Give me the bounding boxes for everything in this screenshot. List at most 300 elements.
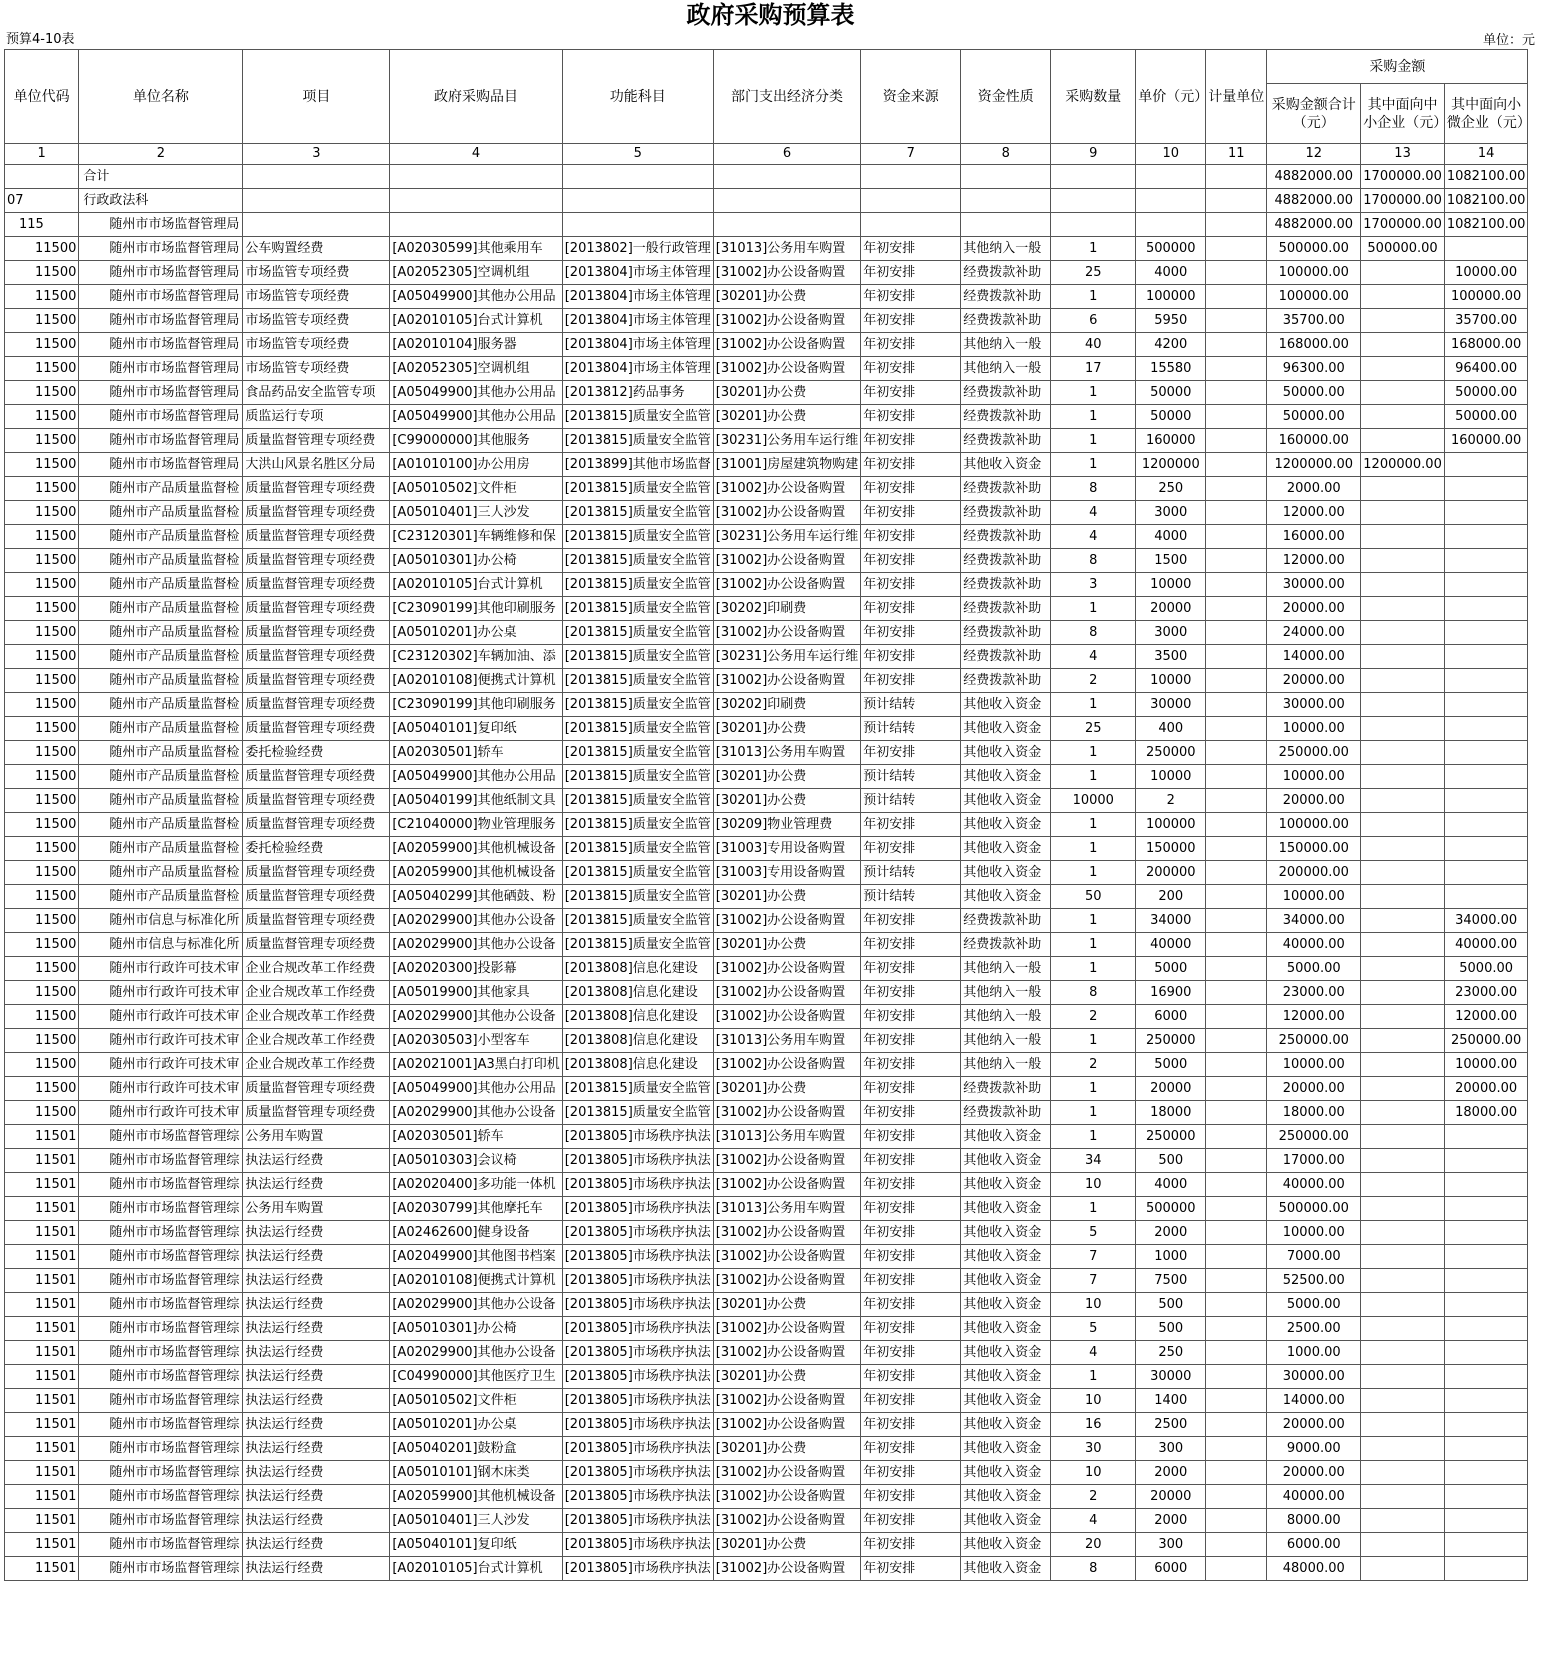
cell-amount-total: 250000.00 <box>1267 1029 1361 1053</box>
cell-unit-price: 500000 <box>1136 237 1206 261</box>
cell-fund-nature: 其他纳入一般 <box>961 1053 1051 1077</box>
cell-measure-unit <box>1206 933 1267 957</box>
summary-row-category <box>5 189 1528 213</box>
cell-economic-class: [31002]办公设备购置 <box>713 1269 861 1293</box>
cell-function-subject: [2013815]质量安全监管 <box>562 717 713 741</box>
cell-amount-sme <box>1361 1365 1445 1389</box>
cell-function-subject: [2013804]市场主体管理 <box>562 333 713 357</box>
col-header-amount-micro: 其中面向小微企业（元） <box>1444 84 1528 144</box>
cell-quantity: 8 <box>1051 549 1136 573</box>
cell-measure-unit <box>1206 1557 1267 1581</box>
cell-economic-class: [31002]办公设备购置 <box>713 1149 861 1173</box>
cell-fund-nature: 其他收入资金 <box>961 789 1051 813</box>
cell-amount-total: 9000.00 <box>1267 1437 1361 1461</box>
cell-amount-micro <box>1444 1197 1528 1221</box>
cell-project: 执法运行经费 <box>243 1389 390 1413</box>
cell-amount-micro <box>1444 525 1528 549</box>
cell-function-subject: [2013815]质量安全监管 <box>562 693 713 717</box>
cell-function-subject: [2013804]市场主体管理 <box>562 285 713 309</box>
cell-amount-total: 1000.00 <box>1267 1341 1361 1365</box>
cell-unit-code: 11501 <box>5 1413 79 1437</box>
cell-fund-nature: 其他收入资金 <box>961 765 1051 789</box>
table-row <box>5 1245 1528 1269</box>
cell-amount-sme <box>1361 1557 1445 1581</box>
cell-procurement-item: [A05010301]办公椅 <box>390 549 562 573</box>
cell-measure-unit <box>1206 333 1267 357</box>
cell-unit-price: 100000 <box>1136 813 1206 837</box>
col-index: 8 <box>961 144 1051 165</box>
cell-procurement-item: [A05010401]三人沙发 <box>390 1509 562 1533</box>
cell-economic-class: [31002]办公设备购置 <box>713 1101 861 1125</box>
cell-function-subject: [2013805]市场秩序执法 <box>562 1485 713 1509</box>
cell-economic-class: [31002]办公设备购置 <box>713 1245 861 1269</box>
cell-unit-price: 2000 <box>1136 1221 1206 1245</box>
cell-quantity: 10 <box>1051 1173 1136 1197</box>
cell-unit-price: 4000 <box>1136 1173 1206 1197</box>
table-row <box>5 741 1528 765</box>
cell-project: 食品药品安全监管专项 <box>243 381 390 405</box>
cell-unit-code: 11501 <box>5 1437 79 1461</box>
cell-project: 质量监督管理专项经费 <box>243 573 390 597</box>
cell-unit-code: 11500 <box>5 981 79 1005</box>
cell-unit-name: 随州市市场监督管理综 <box>79 1317 243 1341</box>
cell-unit-price: 250 <box>1136 1341 1206 1365</box>
cell-amount-micro <box>1444 717 1528 741</box>
cell-fund-source: 年初安排 <box>861 645 961 669</box>
cell-fund-nature: 经费拨款补助 <box>961 909 1051 933</box>
cell-amount-sme <box>1361 1461 1445 1485</box>
cell-economic-class: [31002]办公设备购置 <box>713 1509 861 1533</box>
cell-unit-name: 随州市行政许可技术审 <box>79 1005 243 1029</box>
cell-amount-total: 10000.00 <box>1267 717 1361 741</box>
cell-amount-total: 52500.00 <box>1267 1269 1361 1293</box>
table-row <box>5 477 1528 501</box>
cell-measure-unit <box>1206 837 1267 861</box>
cell-quantity: 25 <box>1051 717 1136 741</box>
cell-economic-class: [31002]办公设备购置 <box>713 1557 861 1581</box>
cell-amount-sme <box>1361 429 1445 453</box>
cell-fund-nature: 其他收入资金 <box>961 1317 1051 1341</box>
cell-fund-source: 年初安排 <box>861 1149 961 1173</box>
cell-unit-code: 11501 <box>5 1509 79 1533</box>
cell-amount-sme: 1700000.00 <box>1361 213 1445 237</box>
cell-amount-total: 250000.00 <box>1267 1125 1361 1149</box>
cell-economic-class: [30201]办公费 <box>713 765 861 789</box>
cell-unit-code: 11500 <box>5 357 79 381</box>
cell-quantity: 8 <box>1051 621 1136 645</box>
cell-project: 质量监督管理专项经费 <box>243 861 390 885</box>
cell-measure-unit <box>1206 573 1267 597</box>
cell-function-subject: [2013815]质量安全监管 <box>562 837 713 861</box>
table-row <box>5 1533 1528 1557</box>
cell-amount-micro <box>1444 1461 1528 1485</box>
cell-fund-source: 年初安排 <box>861 981 961 1005</box>
cell-unit-code: 11501 <box>5 1149 79 1173</box>
cell-fund-nature: 其他纳入一般 <box>961 357 1051 381</box>
cell-amount-micro <box>1444 645 1528 669</box>
cell-quantity: 1 <box>1051 1197 1136 1221</box>
cell-fund-nature: 其他收入资金 <box>961 1125 1051 1149</box>
cell-unit-name: 随州市市场监督管理综 <box>79 1341 243 1365</box>
cell-amount-micro <box>1444 1365 1528 1389</box>
cell-fund-source: 年初安排 <box>861 1197 961 1221</box>
cell-economic-class: [30201]办公费 <box>713 1533 861 1557</box>
cell-project: 质量监督管理专项经费 <box>243 717 390 741</box>
cell-fund-source: 年初安排 <box>861 957 961 981</box>
table-row <box>5 1173 1528 1197</box>
cell-fund-source: 年初安排 <box>861 1245 961 1269</box>
cell-unit-code: 11500 <box>5 1029 79 1053</box>
cell-fund-nature: 经费拨款补助 <box>961 621 1051 645</box>
cell-quantity: 4 <box>1051 501 1136 525</box>
cell-unit-code: 11500 <box>5 885 79 909</box>
cell-fund-source: 年初安排 <box>861 1101 961 1125</box>
cell-unit-name: 随州市市场监督管理综 <box>79 1461 243 1485</box>
cell-amount-micro: 1082100.00 <box>1444 189 1528 213</box>
cell-amount-sme <box>1361 1341 1445 1365</box>
cell-fund-nature: 经费拨款补助 <box>961 381 1051 405</box>
cell-amount-total: 24000.00 <box>1267 621 1361 645</box>
cell-amount-sme <box>1361 1125 1445 1149</box>
cell-project: 企业合规改革工作经费 <box>243 1005 390 1029</box>
cell-measure-unit <box>1206 621 1267 645</box>
cell-amount-micro <box>1444 789 1528 813</box>
cell-procurement-item: [A02029900]其他办公设备 <box>390 1005 562 1029</box>
cell-unit-price: 50000 <box>1136 405 1206 429</box>
cell-fund-source: 年初安排 <box>861 1437 961 1461</box>
cell-economic-class: [31013]公务用车购置 <box>713 237 861 261</box>
cell-amount-sme <box>1361 1029 1445 1053</box>
cell-function-subject: [2013805]市场秩序执法 <box>562 1125 713 1149</box>
cell-project: 市场监管专项经费 <box>243 357 390 381</box>
cell-fund-source: 年初安排 <box>861 429 961 453</box>
cell-amount-total: 500000.00 <box>1267 1197 1361 1221</box>
cell-measure-unit <box>1206 261 1267 285</box>
cell-measure-unit <box>1206 1365 1267 1389</box>
cell-measure-unit <box>1206 1149 1267 1173</box>
cell-unit-name: 随州市市场监督管理局 <box>79 285 243 309</box>
cell-amount-sme <box>1361 693 1445 717</box>
cell-measure-unit <box>1206 1341 1267 1365</box>
cell-fund-source: 年初安排 <box>861 405 961 429</box>
cell-unit-name: 随州市产品质量监督检 <box>79 765 243 789</box>
cell-fund-nature: 其他收入资金 <box>961 1245 1051 1269</box>
cell-project: 企业合规改革工作经费 <box>243 957 390 981</box>
cell-amount-micro <box>1444 1485 1528 1509</box>
cell-amount-sme <box>1361 813 1445 837</box>
cell-economic-class: [31002]办公设备购置 <box>713 1389 861 1413</box>
cell-fund-nature: 经费拨款补助 <box>961 525 1051 549</box>
cell-measure-unit <box>1206 1077 1267 1101</box>
cell-project: 执法运行经费 <box>243 1269 390 1293</box>
cell-unit-name: 随州市市场监督管理综 <box>79 1557 243 1581</box>
cell-amount-total: 168000.00 <box>1267 333 1361 357</box>
cell-procurement-item: [A05049900]其他办公用品 <box>390 381 562 405</box>
cell-amount-total: 40000.00 <box>1267 1173 1361 1197</box>
table-row <box>5 1293 1528 1317</box>
cell-measure-unit <box>1206 1005 1267 1029</box>
cell-function-subject: [2013815]质量安全监管 <box>562 1077 713 1101</box>
table-row <box>5 1317 1528 1341</box>
cell-fund-nature: 其他收入资金 <box>961 453 1051 477</box>
cell-fund-source: 年初安排 <box>861 1461 961 1485</box>
cell-amount-total: 48000.00 <box>1267 1557 1361 1581</box>
cell-fund-source: 年初安排 <box>861 261 961 285</box>
cell-procurement-item: [A02462600]健身设备 <box>390 1221 562 1245</box>
table-row <box>5 597 1528 621</box>
cell-amount-micro: 35700.00 <box>1444 309 1528 333</box>
cell-unit-code: 11500 <box>5 837 79 861</box>
cell-amount-total: 50000.00 <box>1267 381 1361 405</box>
cell-fund-source: 年初安排 <box>861 837 961 861</box>
table-row <box>5 837 1528 861</box>
cell-quantity: 2 <box>1051 1053 1136 1077</box>
cell-amount-sme <box>1361 1221 1445 1245</box>
cell-amount-total: 50000.00 <box>1267 405 1361 429</box>
cell-amount-sme: 500000.00 <box>1361 237 1445 261</box>
cell-amount-micro: 20000.00 <box>1444 1077 1528 1101</box>
col-header-project: 项目 <box>243 50 390 144</box>
table-row <box>5 333 1528 357</box>
cell-amount-total: 10000.00 <box>1267 1053 1361 1077</box>
cell-economic-class: [31002]办公设备购置 <box>713 1221 861 1245</box>
cell-project: 质量监督管理专项经费 <box>243 1101 390 1125</box>
cell-economic-class: [31002]办公设备购置 <box>713 501 861 525</box>
col-index: 9 <box>1051 144 1136 165</box>
cell-amount-micro: 40000.00 <box>1444 933 1528 957</box>
cell-fund-nature: 其他纳入一般 <box>961 1029 1051 1053</box>
cell-unit-price: 30000 <box>1136 1365 1206 1389</box>
cell-unit-name: 随州市市场监督管理综 <box>79 1221 243 1245</box>
col-index: 13 <box>1361 144 1445 165</box>
cell-unit-price: 4200 <box>1136 333 1206 357</box>
cell-procurement-item: [A02010104]服务器 <box>390 333 562 357</box>
cell-function-subject: [2013815]质量安全监管 <box>562 909 713 933</box>
cell-economic-class: [31002]办公设备购置 <box>713 1485 861 1509</box>
cell-economic-class: [31013]公务用车购置 <box>713 741 861 765</box>
cell-unit-name: 随州市产品质量监督检 <box>79 885 243 909</box>
cell-project: 质量监督管理专项经费 <box>243 597 390 621</box>
cell-amount-micro: 100000.00 <box>1444 285 1528 309</box>
cell-amount-total: 100000.00 <box>1267 285 1361 309</box>
cell-fund-nature: 其他收入资金 <box>961 1221 1051 1245</box>
cell-measure-unit <box>1206 765 1267 789</box>
cell-unit-name: 随州市市场监督管理局 <box>79 213 243 237</box>
cell-measure-unit <box>1206 789 1267 813</box>
cell-procurement-item: [A05010401]三人沙发 <box>390 501 562 525</box>
cell-amount-sme <box>1361 669 1445 693</box>
table-row <box>5 621 1528 645</box>
cell-fund-source: 年初安排 <box>861 933 961 957</box>
cell-function-subject: [2013815]质量安全监管 <box>562 429 713 453</box>
cell-amount-total: 500000.00 <box>1267 237 1361 261</box>
cell-procurement-item: [A02010105]台式计算机 <box>390 573 562 597</box>
cell-amount-total: 20000.00 <box>1267 1413 1361 1437</box>
table-row <box>5 1005 1528 1029</box>
cell-economic-class: [30201]办公费 <box>713 789 861 813</box>
cell-quantity: 30 <box>1051 1437 1136 1461</box>
cell-amount-micro <box>1444 885 1528 909</box>
cell-project: 企业合规改革工作经费 <box>243 981 390 1005</box>
cell-amount-micro <box>1444 621 1528 645</box>
cell-unit-price: 250 <box>1136 477 1206 501</box>
cell-unit-price: 18000 <box>1136 1101 1206 1125</box>
cell-unit-name: 随州市行政许可技术审 <box>79 981 243 1005</box>
cell-fund-nature: 经费拨款补助 <box>961 1077 1051 1101</box>
cell-fund-nature: 经费拨款补助 <box>961 429 1051 453</box>
cell-unit-price: 500000 <box>1136 1197 1206 1221</box>
cell-fund-nature: 其他收入资金 <box>961 717 1051 741</box>
table-row <box>5 573 1528 597</box>
cell-project: 执法运行经费 <box>243 1557 390 1581</box>
cell-unit-code: 11500 <box>5 549 79 573</box>
cell-procurement-item: [A05049900]其他办公用品 <box>390 1077 562 1101</box>
cell-function-subject: [2013804]市场主体管理 <box>562 309 713 333</box>
cell-unit-price: 200000 <box>1136 861 1206 885</box>
cell-measure-unit <box>1206 645 1267 669</box>
cell-unit-price: 1500 <box>1136 549 1206 573</box>
cell-amount-micro <box>1444 1317 1528 1341</box>
cell-amount-sme: 1700000.00 <box>1361 165 1445 189</box>
cell-fund-nature: 经费拨款补助 <box>961 1101 1051 1125</box>
col-index: 12 <box>1267 144 1361 165</box>
cell-unit-name: 随州市产品质量监督检 <box>79 501 243 525</box>
cell-fund-nature: 经费拨款补助 <box>961 933 1051 957</box>
cell-amount-micro <box>1444 1341 1528 1365</box>
cell-fund-nature: 其他收入资金 <box>961 1197 1051 1221</box>
cell-quantity: 50 <box>1051 885 1136 909</box>
cell-function-subject: [2013815]质量安全监管 <box>562 861 713 885</box>
cell-procurement-item: [A02010108]便携式计算机 <box>390 669 562 693</box>
cell-unit-name: 随州市市场监督管理综 <box>79 1365 243 1389</box>
cell-project: 质量监督管理专项经费 <box>243 549 390 573</box>
cell-unit-name: 随州市市场监督管理局 <box>79 453 243 477</box>
cell-amount-total: 8000.00 <box>1267 1509 1361 1533</box>
cell-procurement-item: [A02029900]其他办公设备 <box>390 933 562 957</box>
cell-function-subject: [2013808]信息化建设 <box>562 957 713 981</box>
cell-fund-source: 预计结转 <box>861 765 961 789</box>
cell-amount-micro <box>1444 1149 1528 1173</box>
cell-procurement-item: [A02030501]轿车 <box>390 741 562 765</box>
cell-function-subject: [2013815]质量安全监管 <box>562 525 713 549</box>
cell-fund-nature: 其他收入资金 <box>961 693 1051 717</box>
cell-unit-code: 11500 <box>5 717 79 741</box>
cell-quantity: 1 <box>1051 1365 1136 1389</box>
table-number-label: 预算4-10表 <box>6 32 75 47</box>
cell-measure-unit <box>1206 381 1267 405</box>
cell-unit-name: 行政政法科 <box>79 189 243 213</box>
cell-procurement-item: [A02059900]其他机械设备 <box>390 837 562 861</box>
cell-amount-sme <box>1361 717 1445 741</box>
cell-fund-source: 预计结转 <box>861 885 961 909</box>
cell-unit-name: 随州市产品质量监督检 <box>79 597 243 621</box>
cell-amount-sme <box>1361 261 1445 285</box>
cell-amount-total: 200000.00 <box>1267 861 1361 885</box>
cell-quantity: 1 <box>1051 381 1136 405</box>
cell-amount-micro <box>1444 1533 1528 1557</box>
cell-procurement-item: [A02052305]空调机组 <box>390 357 562 381</box>
cell-function-subject: [2013802]一般行政管理 <box>562 237 713 261</box>
cell-measure-unit <box>1206 1029 1267 1053</box>
cell-project: 市场监管专项经费 <box>243 261 390 285</box>
col-index: 14 <box>1444 144 1528 165</box>
cell-fund-nature: 经费拨款补助 <box>961 597 1051 621</box>
cell-amount-micro: 1082100.00 <box>1444 213 1528 237</box>
cell-unit-code: 11500 <box>5 1101 79 1125</box>
cell-quantity: 1 <box>1051 933 1136 957</box>
cell-amount-micro <box>1444 1437 1528 1461</box>
cell-fund-nature: 其他收入资金 <box>961 1269 1051 1293</box>
cell-fund-source: 预计结转 <box>861 789 961 813</box>
cell-economic-class: [30202]印刷费 <box>713 693 861 717</box>
cell-amount-total: 20000.00 <box>1267 669 1361 693</box>
cell-unit-name: 随州市市场监督管理综 <box>79 1173 243 1197</box>
cell-unit-price: 300 <box>1136 1533 1206 1557</box>
cell-fund-nature: 经费拨款补助 <box>961 501 1051 525</box>
col-header-amount-total: 采购金额合计（元） <box>1267 84 1361 144</box>
cell-fund-nature: 其他纳入一般 <box>961 981 1051 1005</box>
cell-procurement-item: [A05010502]文件柜 <box>390 1389 562 1413</box>
cell-economic-class: [31002]办公设备购置 <box>713 309 861 333</box>
cell-amount-total: 96300.00 <box>1267 357 1361 381</box>
cell-economic-class: [30201]办公费 <box>713 1437 861 1461</box>
cell-unit-code: 11500 <box>5 309 79 333</box>
cell-function-subject: [2013805]市场秩序执法 <box>562 1173 713 1197</box>
cell-economic-class: [31002]办公设备购置 <box>713 669 861 693</box>
cell-fund-nature: 经费拨款补助 <box>961 309 1051 333</box>
table-row <box>5 1077 1528 1101</box>
cell-amount-sme <box>1361 957 1445 981</box>
table-row <box>5 261 1528 285</box>
cell-fund-nature: 其他收入资金 <box>961 813 1051 837</box>
cell-project: 企业合规改革工作经费 <box>243 1053 390 1077</box>
cell-unit-code: 11501 <box>5 1125 79 1149</box>
cell-quantity: 5 <box>1051 1221 1136 1245</box>
cell-unit-name: 随州市产品质量监督检 <box>79 669 243 693</box>
cell-measure-unit <box>1206 357 1267 381</box>
cell-economic-class: [31002]办公设备购置 <box>713 477 861 501</box>
cell-fund-source: 年初安排 <box>861 621 961 645</box>
cell-amount-sme <box>1361 573 1445 597</box>
cell-project: 执法运行经费 <box>243 1221 390 1245</box>
cell-amount-total: 4882000.00 <box>1267 189 1361 213</box>
cell-economic-class: [31013]公务用车购置 <box>713 1197 861 1221</box>
cell-amount-total: 12000.00 <box>1267 549 1361 573</box>
cell-economic-class: [31001]房屋建筑物购建 <box>713 453 861 477</box>
cell-economic-class: [31002]办公设备购置 <box>713 1173 861 1197</box>
col-index: 2 <box>79 144 243 165</box>
cell-amount-total: 18000.00 <box>1267 1101 1361 1125</box>
cell-amount-sme <box>1361 765 1445 789</box>
cell-unit-name: 随州市市场监督管理综 <box>79 1485 243 1509</box>
cell-unit-code: 11500 <box>5 405 79 429</box>
cell-economic-class: [30201]办公费 <box>713 717 861 741</box>
table-row <box>5 1557 1528 1581</box>
cell-fund-source: 预计结转 <box>861 717 961 741</box>
cell-economic-class: [30201]办公费 <box>713 285 861 309</box>
cell-unit-code: 11500 <box>5 1005 79 1029</box>
cell-project: 质量监督管理专项经费 <box>243 621 390 645</box>
cell-unit-code: 11500 <box>5 789 79 813</box>
unit-label: 单位：元 <box>1482 33 1535 48</box>
cell-unit-price: 6000 <box>1136 1557 1206 1581</box>
col-index: 3 <box>243 144 390 165</box>
table-row <box>5 1101 1528 1125</box>
cell-function-subject: [2013899]其他市场监督 <box>562 453 713 477</box>
col-header-economic-class: 部门支出经济分类 <box>713 50 861 144</box>
cell-amount-micro <box>1444 861 1528 885</box>
table-row <box>5 1149 1528 1173</box>
